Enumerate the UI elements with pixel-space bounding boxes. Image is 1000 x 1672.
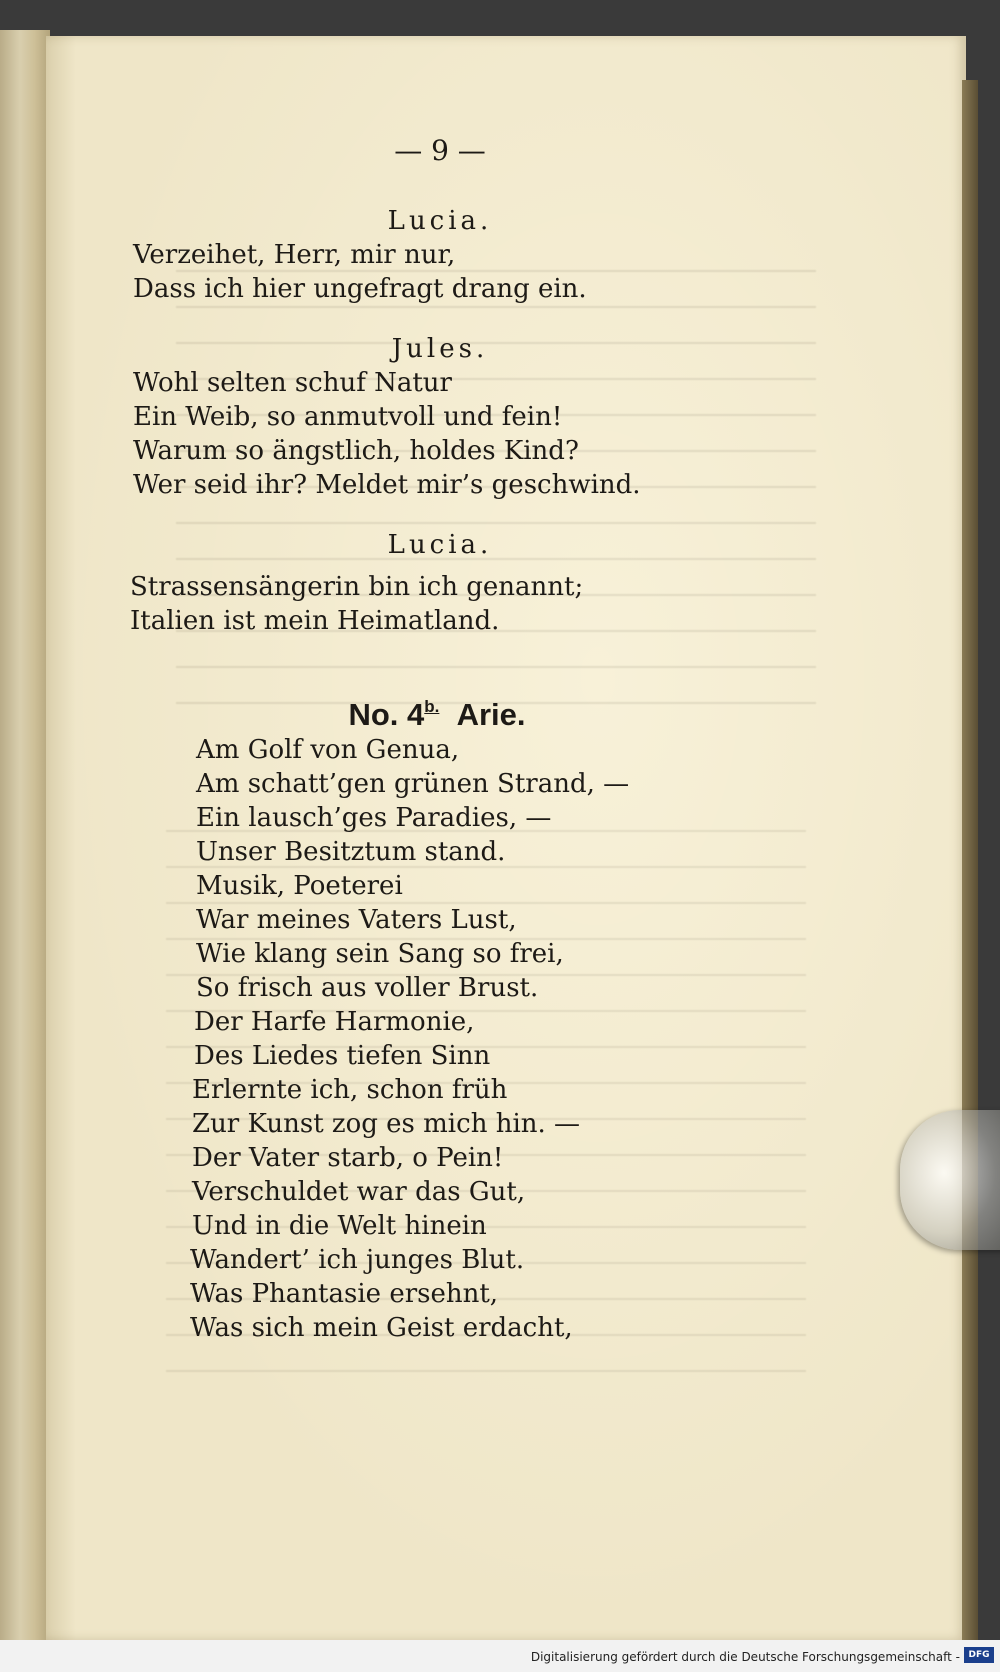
aria-line: Wandert’ ich junges Blut. bbox=[190, 1245, 525, 1275]
aria-line: Der Harfe Harmonie, bbox=[194, 1007, 475, 1037]
speaker-jules: Jules. bbox=[391, 334, 489, 364]
dfg-logo: DFG bbox=[964, 1647, 994, 1663]
verse-line: Wer seid ihr? Meldet mir’s geschwind. bbox=[133, 470, 641, 500]
dfg-credit: Digitalisierung gefördert durch die Deutsche Forschungsgemeinschaft - bbox=[530, 1650, 960, 1664]
aria-heading bbox=[0, 690, 874, 732]
verse-line: Strassensängerin bin ich genannt; bbox=[130, 572, 584, 602]
aria-title: Arie. bbox=[456, 697, 526, 732]
aria-line: Was sich mein Geist erdacht, bbox=[190, 1313, 573, 1343]
speaker-lucia: Lucia. bbox=[387, 530, 493, 560]
page-clip bbox=[900, 1110, 1000, 1250]
aria-number: No. 4 bbox=[348, 697, 425, 732]
aria-line: So frisch aus voller Brust. bbox=[196, 973, 539, 1003]
aria-line: Am Golf von Genua, bbox=[196, 735, 460, 765]
previous-page-edge bbox=[0, 30, 50, 1640]
aria-number-suffix: b. bbox=[424, 697, 440, 716]
verse-line: Wohl selten schuf Natur bbox=[133, 368, 452, 398]
aria-line: Erlernte ich, schon früh bbox=[192, 1075, 508, 1105]
digitization-footer bbox=[0, 1640, 1000, 1672]
verse-line: Ein Weib, so anmutvoll und fein! bbox=[133, 402, 563, 432]
speaker-lucia: Lucia. bbox=[387, 206, 493, 236]
verse-line: Verzeihet, Herr, mir nur, bbox=[133, 240, 456, 270]
aria-line: Der Vater starb, o Pein! bbox=[192, 1143, 504, 1173]
verse-line: Warum so ängstlich, holdes Kind? bbox=[133, 436, 579, 466]
page-right-edge bbox=[962, 80, 978, 1640]
aria-line: Verschuldet war das Gut, bbox=[192, 1177, 526, 1207]
aria-line: Zur Kunst zog es mich hin. — bbox=[192, 1109, 581, 1139]
aria-line: Musik, Poeterei bbox=[196, 871, 403, 901]
aria-line: War meines Vaters Lust, bbox=[196, 905, 517, 935]
aria-line: Am schatt’gen grünen Strand, — bbox=[196, 769, 630, 799]
page-number: — 9 — bbox=[394, 134, 486, 167]
aria-line: Des Liedes tiefen Sinn bbox=[194, 1041, 491, 1071]
verse-line: Italien ist mein Heimatland. bbox=[130, 606, 500, 636]
aria-line: Was Phantasie ersehnt, bbox=[190, 1279, 499, 1309]
verse-line: Dass ich hier ungefragt drang ein. bbox=[133, 274, 587, 304]
aria-line: Wie klang sein Sang so frei, bbox=[196, 939, 564, 969]
aria-line: Unser Besitztum stand. bbox=[196, 837, 506, 867]
aria-line: Und in die Welt hinein bbox=[192, 1211, 487, 1241]
aria-line: Ein lausch’ges Paradies, — bbox=[196, 803, 552, 833]
